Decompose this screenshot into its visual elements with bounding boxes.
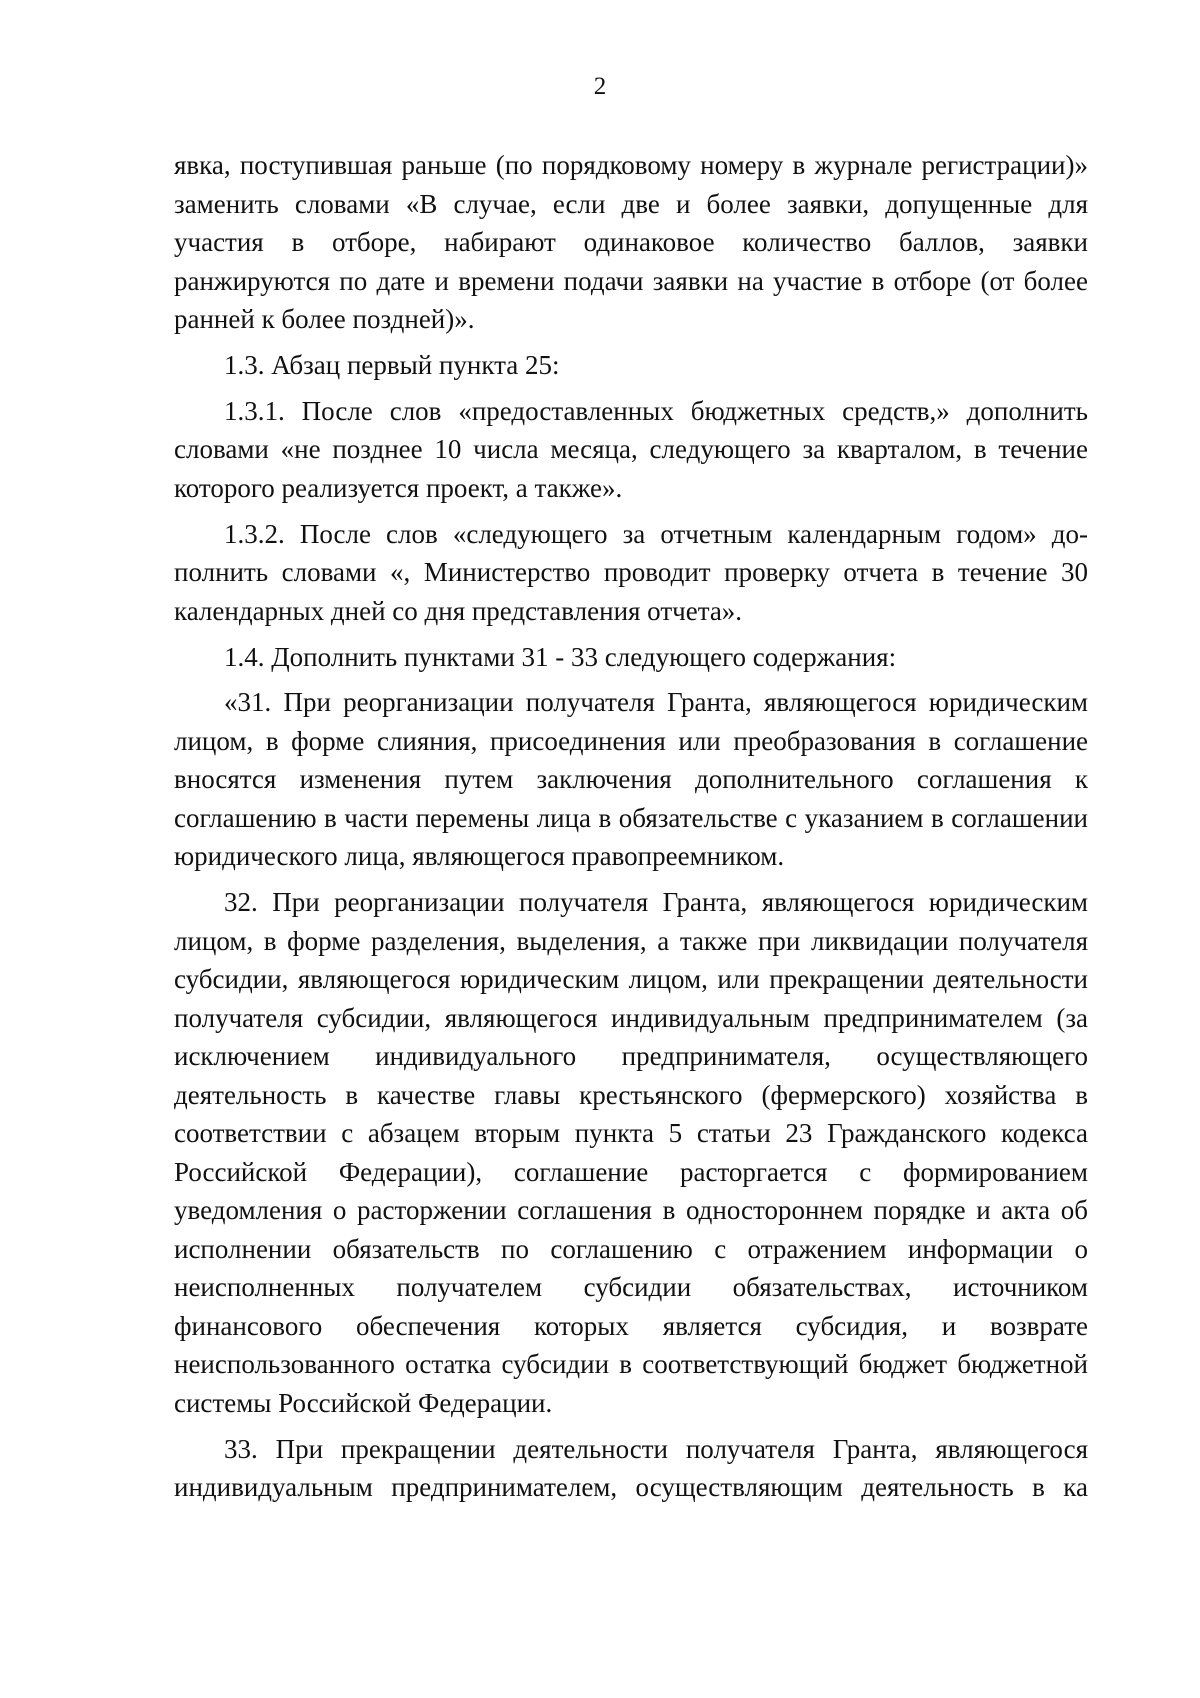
paragraph-1-3: 1.3. Абзац первый пункта 25: <box>224 349 560 380</box>
paragraph-1-4: 1.4. Дополнить пунктами 31 - 33 следующего содержания: <box>224 641 897 672</box>
paragraph-continuation: явка, поступившая раньше (по порядковому номеру в журнале регистрации)» заменить словами «В случае, если две и более заявки, допущенные для участия в отборе, набирают одинаковое количество баллов, заявки ранжируются по дате и времени подачи заявки на участие в отборе (от более ранней к более поздней)». <box>174 150 1088 334</box>
paragraph-32: 32. При реорганизации получателя Гранта, являющегося юридическим лицом, в форме разделения, выделения, а также при ликвидации получателя субсидии, являющегося юридическим лицом, или прекращении деятельности получателя субсидии, являющегося индивидуальным предпринимателем (за исключением индивидуального предпринимателя, осуществляющего деятельность в качестве главы крестьянского (фермерского) хозяйства в соответствии с абзацем вторым пункта 5 статьи 23 Гражданского кодекса Российской Федерации), соглашение расторгается с формированием уведомления о расторжении соглашения в одностороннем порядке и акта об исполнении обязательств по соглашению с отражением информации о неисполненных получателем субсидии обязательствах, источником финансового обеспечения которых является субсидия, и возврате неиспользованного остатка субсидии в соответствующий бюджет бюджетной системы Российской Федерации. <box>174 887 1088 1418</box>
document-body <box>174 146 1088 1514</box>
page-number: 2 <box>593 73 607 100</box>
paragraph-31: «31. При реорганизации получателя Гранта, являющегося юридическим лицом, в форме слияния, присоединения или преобразования в соглашение вносятся изменения путем заключения дополнительного соглашения к соглашению в части перемены лица в обязательстве с указанием в соглашении юридического лица, являющегося правопреемником. <box>174 687 1088 872</box>
paragraph-1-3-2: 1.3.2. После слов «следующего за отчетным календарным годом» дополнить словами «, Министерство проводит проверку отчета в течение 30 календарных дней со дня представления отчета». <box>174 518 1088 626</box>
paragraph-33: 33. При прекращении деятельности получателя Гранта, являющегося индивидуальным предпринимателем, осуществляющим деятельность в ка <box>174 1433 1088 1503</box>
paragraph-1-3-1: 1.3.1. После слов «предоставленных бюджетных средств,» дополнить словами «не позднее 10 числа месяца, следующего за кварталом, в течение которого реализуется проект, а также». <box>174 395 1088 503</box>
